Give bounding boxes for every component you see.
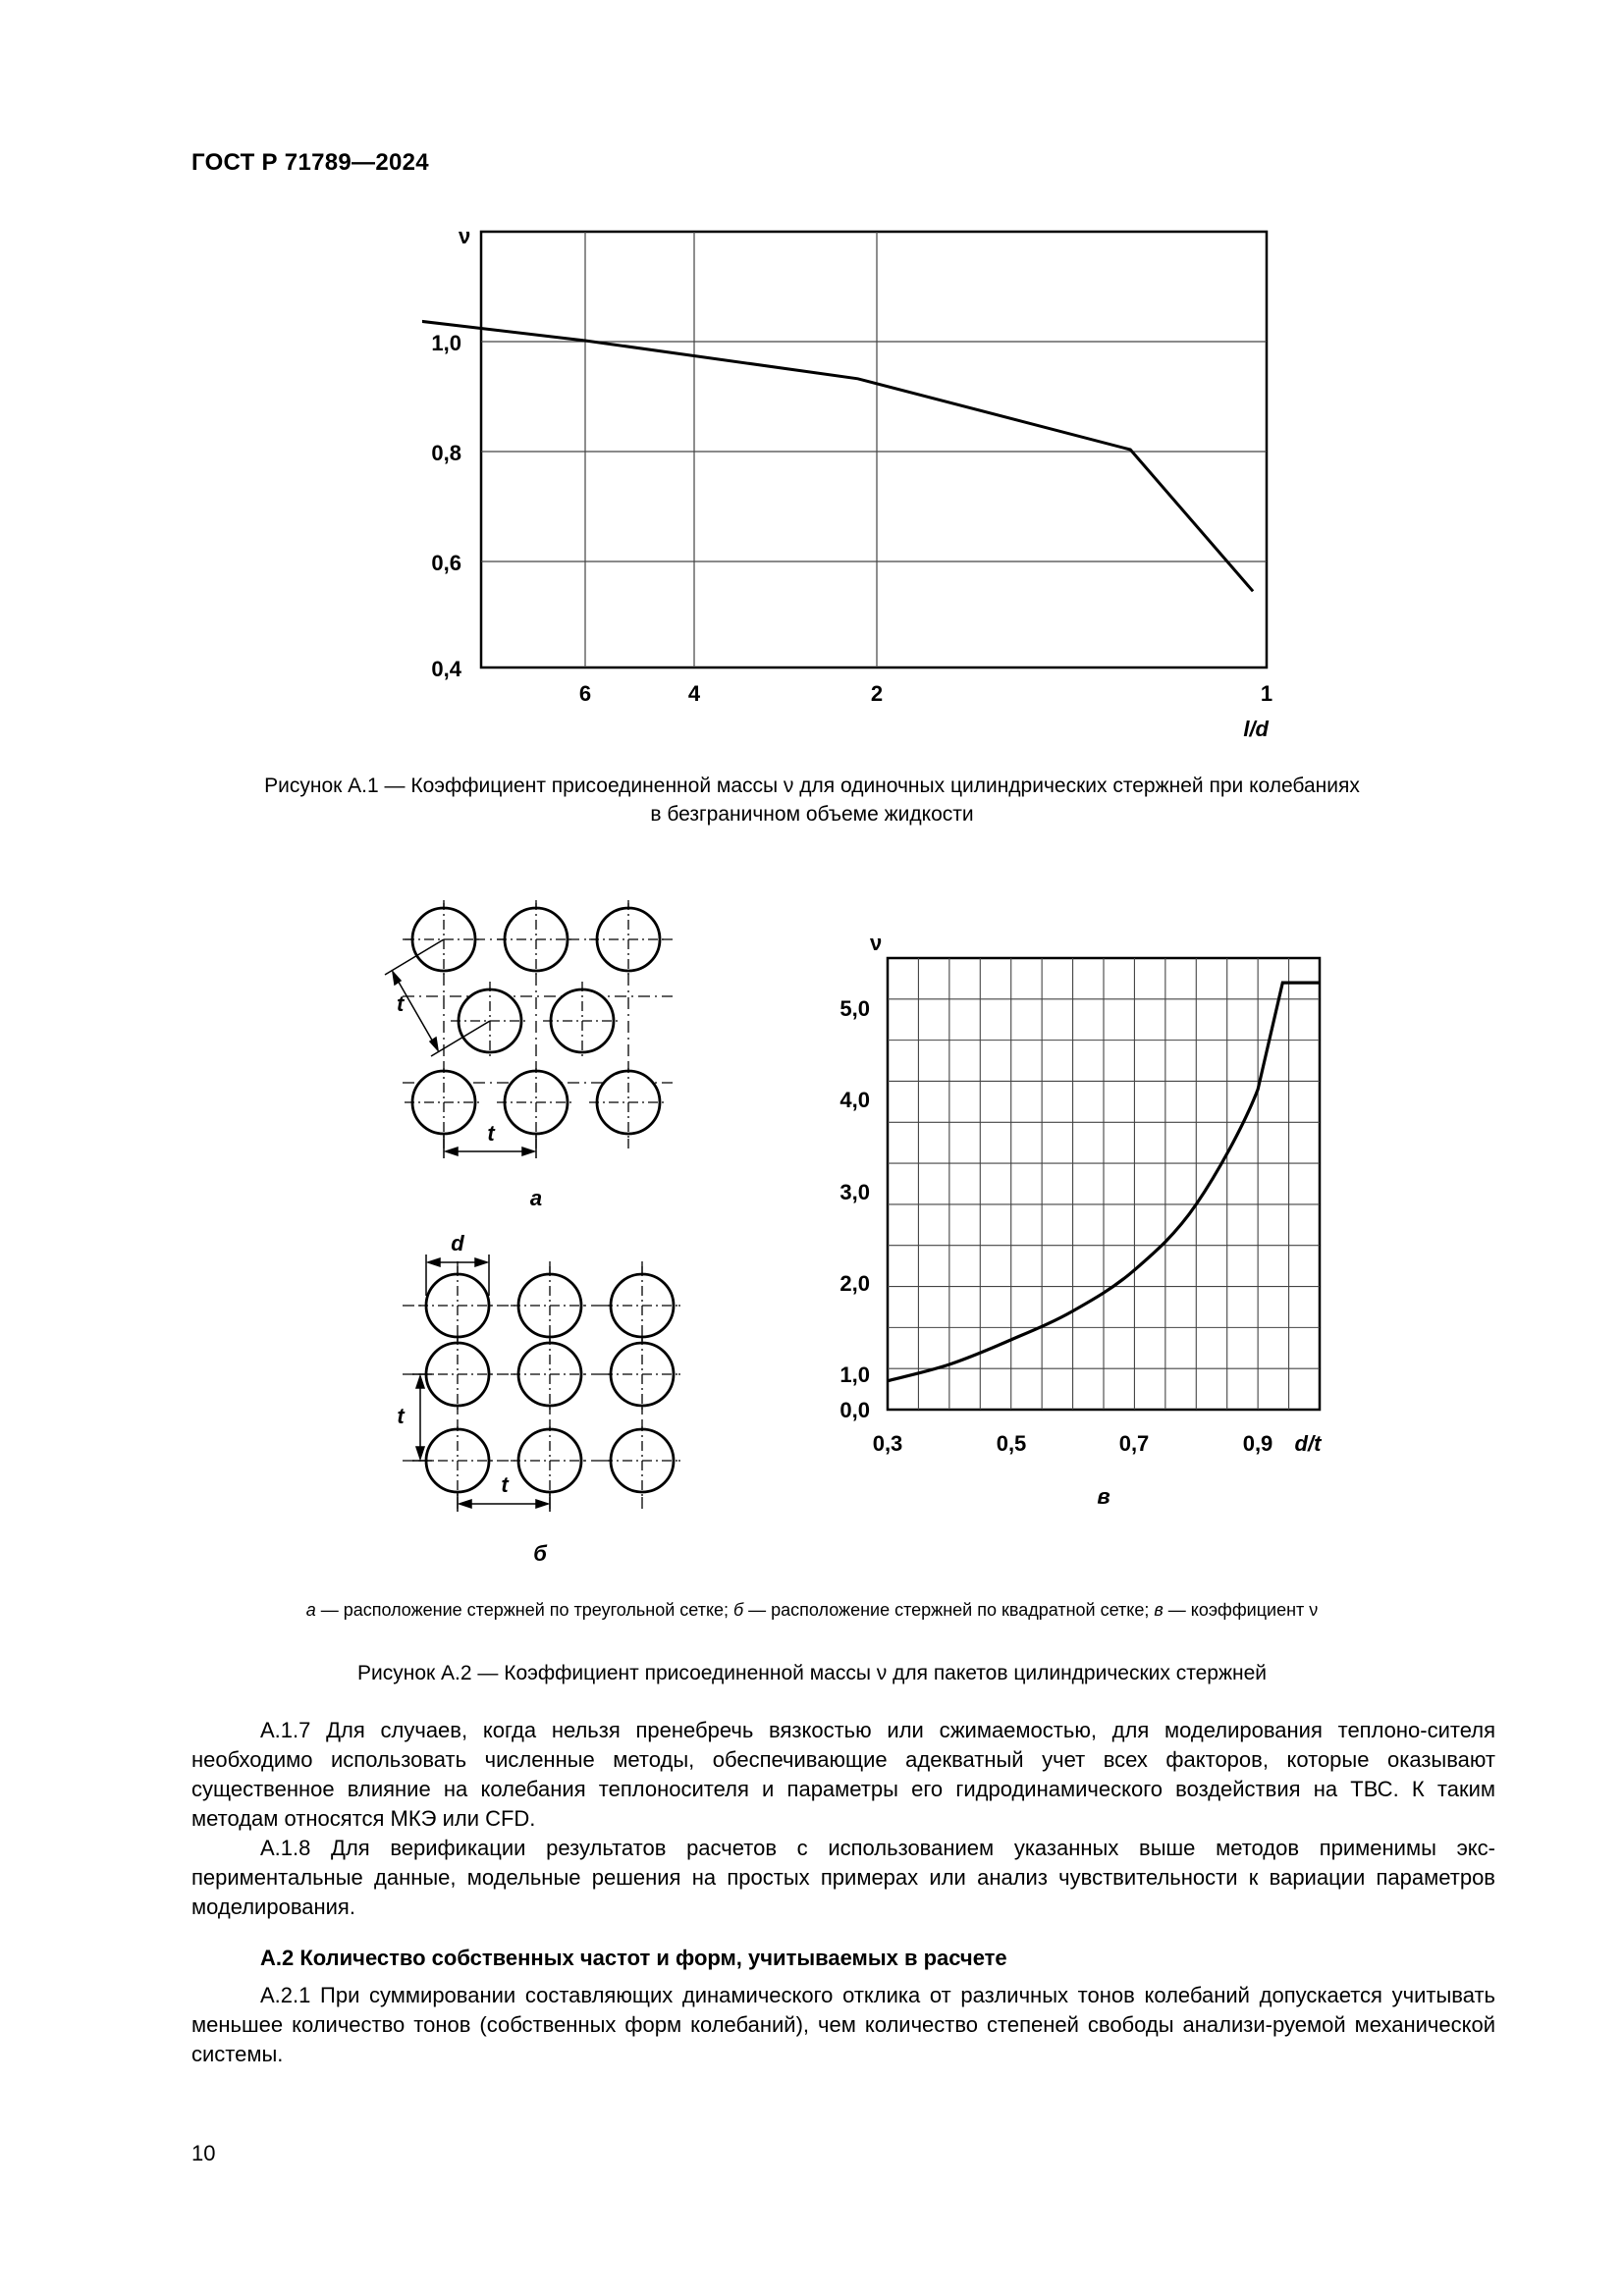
x-axis-label: d/t — [1294, 1431, 1322, 1456]
y-axis-label: ν — [459, 224, 471, 248]
paragraph-text: А.2.1 При суммировании составляющих динамического отклика от различных тонов колебаний допускается учитывать меньшее количество тонов (собственных форм колебаний), чем количество степеней свободы анализи-руемой механической системы. — [191, 1983, 1495, 2066]
figure-a2-chart — [825, 923, 1355, 1571]
y-tick-label: 0,0 — [839, 1398, 870, 1422]
x-tick-label: 0,5 — [996, 1431, 1027, 1456]
y-tick-label: 1,0 — [839, 1362, 870, 1387]
rod-circle — [603, 1421, 681, 1500]
rod-circle — [418, 1266, 497, 1345]
x-axis-label: l/d — [1243, 717, 1269, 741]
y-tick-label: 0,6 — [431, 551, 461, 575]
figure-a2-caption: Рисунок А.2 — Коэффициент присоединенной массы ν для пакетов цилиндрических стержней — [356, 1662, 1267, 1684]
x-tick-label: 6 — [578, 681, 592, 706]
diagram-square-lattice — [373, 1217, 697, 1571]
rod-circle — [589, 900, 668, 979]
sublabel-a: а — [529, 1186, 543, 1210]
rod-circle — [603, 1266, 681, 1345]
rod-circle — [511, 1421, 589, 1500]
rod-circle — [497, 900, 575, 979]
x-tick-label: 4 — [687, 681, 701, 706]
sublabel-b: б — [533, 1541, 547, 1566]
y-tick-label: 2,0 — [839, 1271, 870, 1296]
legend-text-c: — коэффициент ν — [1163, 1600, 1319, 1620]
pitch-label: t — [501, 1472, 509, 1497]
y-tick-label: 4,0 — [839, 1088, 870, 1112]
y-tick-label: 0,8 — [431, 441, 461, 465]
diameter-label: d — [451, 1231, 464, 1255]
rod-circle — [511, 1335, 589, 1414]
legend-key-b: б — [733, 1600, 744, 1620]
vertical-pitch-label: t — [397, 1404, 405, 1428]
rod-circle — [497, 1063, 575, 1142]
legend-text-b: — расположение стержней по квадратной сетке; — [743, 1600, 1155, 1620]
rod-circle — [603, 1335, 681, 1414]
figure-a1-caption — [157, 772, 1467, 828]
figure-a2-legend — [157, 1600, 1467, 1621]
y-axis-label: ν — [870, 931, 883, 955]
x-tick-label: 0,3 — [872, 1431, 903, 1456]
series-line — [422, 313, 1253, 591]
rod-circle — [589, 1063, 668, 1142]
rod-circle — [511, 1266, 589, 1345]
rod-circle — [405, 1063, 483, 1142]
y-tick-label: 0,4 — [431, 657, 461, 681]
paragraph-a17 — [191, 1716, 1495, 1834]
y-tick-label: 3,0 — [839, 1180, 870, 1204]
grid-lines — [888, 958, 1320, 1410]
paragraph-a21 — [191, 1981, 1495, 2069]
x-tick-label: 0,9 — [1242, 1431, 1273, 1456]
diagonal-pitch-label: t — [397, 991, 405, 1016]
y-tick-label: 5,0 — [839, 996, 870, 1021]
page-number: 10 — [191, 2141, 216, 2165]
pitch-label: t — [487, 1121, 495, 1146]
paragraph-text: А.1.8 Для верификации результатов расчетов с использованием указанных выше методов применимы экс-периментальные данные, модельные решения на простых примерах или анализ чувствительности к вариации параметров моделирования. — [191, 1836, 1495, 1919]
paragraph-a18 — [191, 1834, 1495, 1922]
figure-a1-chart — [422, 216, 1306, 756]
sublabel-c: в — [1097, 1484, 1110, 1509]
diagram-triangular-lattice — [373, 874, 697, 1212]
caption-line: в безграничном объеме жидкости — [650, 803, 974, 826]
legend-key-c: в — [1154, 1600, 1164, 1620]
legend-key-a: а — [305, 1600, 316, 1620]
caption-line: Рисунок А.1 — Коэффициент присоединенной массы ν для одиночных цилиндрических стержней при колебаниях — [264, 774, 1360, 797]
rod-circle — [543, 982, 622, 1060]
document-header: ГОСТ Р 71789—2024 — [191, 149, 429, 176]
x-tick-label: 2 — [870, 681, 884, 706]
section-heading-a2: А.2 Количество собственных частот и форм, учитываемых в расчете — [260, 1946, 1007, 1970]
plot-frame — [481, 232, 1267, 667]
paragraph-text: А.1.7 Для случаев, когда нельзя пренебречь вязкостью или сжимаемостью, для моделирования теплоно-сителя необходимо использовать численные методы, обеспечивающие адекватный учет всех факторов, которые оказывают существенное влияние на колебания теплоносителя и параметры его гидродинамического воздействия на ТВС. К таким методам относятся МКЭ или CFD. — [191, 1718, 1495, 1831]
grid-lines — [481, 232, 1267, 667]
x-tick-label: 0,7 — [1118, 1431, 1150, 1456]
legend-text-a: — расположение стержней по треугольной сетке; — [315, 1600, 734, 1620]
y-tick-label: 1,0 — [431, 331, 461, 355]
x-tick-label: 1 — [1260, 681, 1273, 706]
